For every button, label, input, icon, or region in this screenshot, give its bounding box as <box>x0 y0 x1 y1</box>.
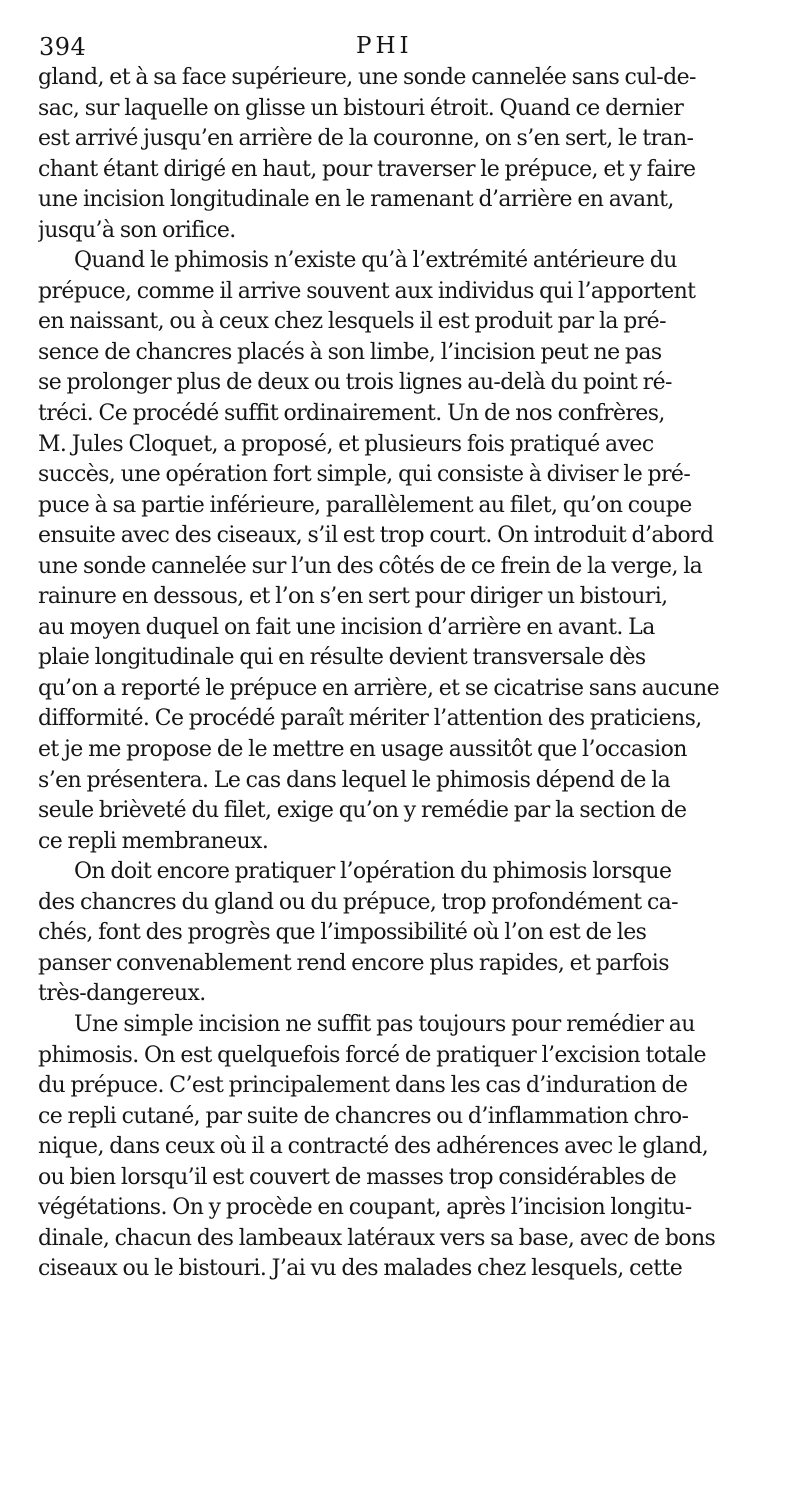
text-line: végétations. On y procède en coupant, après l’incision longitu- <box>38 1195 692 1221</box>
page-header <box>39 27 724 63</box>
text-line: ensuite avec des ciseaux, s’il est trop court. On introduit d’abord <box>38 523 714 549</box>
text-line: panser convenablement rend encore plus rapides, et parfois <box>38 950 669 976</box>
text-line: Quand le phimosis n’existe qu’à l’extrémité antérieure du <box>74 248 677 274</box>
text-line: au moyen duquel on fait une incision d’arrière en avant. La <box>38 614 655 640</box>
text-line: en naissant, ou à ceux chez lesquels il est produit par la pré- <box>38 309 666 335</box>
text-line: jusqu’à son orifice. <box>38 217 236 243</box>
text-line: phimosis. On est quelquefois forcé de pratiquer l’excision totale <box>38 1042 706 1068</box>
text-line: M. Jules Cloquet, a proposé, et plusieurs fois pratiqué avec <box>38 431 654 457</box>
text-line: tréci. Ce procédé suffit ordinairement. Un de nos confrères, <box>38 401 665 427</box>
text-line: succès, une opération fort simple, qui consiste à diviser le pré- <box>38 462 691 488</box>
text-line: puce à sa partie inférieure, parallèlement au filet, qu’on coupe <box>38 492 692 518</box>
text-line: une incision longitudinale en le ramenant d’arrière en avant, <box>38 187 674 213</box>
text-line: rainure en dessous, et l’on s’en sert pour diriger un bistouri, <box>38 584 668 610</box>
text-line: du prépuce. C’est principalement dans les cas d’induration de <box>38 1073 688 1099</box>
text-line: nique, dans ceux où il a contracté des adhérences avec le gland, <box>38 1134 709 1160</box>
text-line: sence de chancres placés à son limbe, l’incision peut ne pas <box>38 339 662 365</box>
text-line: et je me propose de le mettre en usage aussitôt que l’occasion <box>38 737 687 763</box>
page-number: 394 <box>39 33 87 61</box>
text-line: s’en présentera. Le cas dans lequel le phimosis dépend de la <box>38 767 671 793</box>
text-line: est arrivé jusqu’en arrière de la couronne, on s’en sert, le tran- <box>38 126 694 152</box>
text-line: gland, et à sa face supérieure, une sonde cannelée sans cul-de- <box>38 65 696 90</box>
text-line: une sonde cannelée sur l’un des côtés de ce frein de la verge, la <box>38 553 703 579</box>
text-line: ou bien lorsqu’il est couvert de masses trop considérables de <box>38 1164 677 1190</box>
text-line: se prolonger plus de deux ou trois lignes au-delà du point ré- <box>38 370 672 396</box>
text-line: Une simple incision ne suffit pas toujours pour remédier au <box>74 1011 695 1037</box>
text-line: prépuce, comme il arrive souvent aux individus qui l’apportent <box>38 278 696 304</box>
text-line: dinale, chacun des lambeaux latéraux vers sa base, avec de bons <box>38 1225 716 1251</box>
text-line: chés, font des progrès que l’impossibilité où l’on est de les <box>38 920 647 946</box>
text-line: ce repli cutané, par suite de chancres ou d’inflammation chro- <box>38 1103 689 1129</box>
running-head: PHI <box>356 33 413 59</box>
text-line: ce repli membraneux. <box>38 828 269 854</box>
text-line: On doit encore pratiquer l’opération du phimosis lorsque <box>74 859 672 885</box>
body-text <box>38 63 728 1285</box>
text-line: qu’on a reporté le prépuce en arrière, et se cicatrise sans aucune <box>38 675 720 701</box>
text-line: des chancres du gland ou du prépuce, trop profondément ca- <box>38 889 679 915</box>
text-line: chant étant dirigé en haut, pour traverser le prépuce, et y faire <box>38 156 696 182</box>
text-line: difformité. Ce procédé paraît mériter l’attention des praticiens, <box>38 706 702 732</box>
text-line: très-dangereux. <box>38 981 206 1007</box>
text-line: ciseaux ou le bistouri. J’ai vu des malades chez lesquels, cette <box>38 1256 683 1282</box>
text-line: plaie longitudinale qui en résulte devient transversale dès <box>38 645 646 671</box>
text-line: seule brièveté du filet, exige qu’on y remédie par la section de <box>38 798 687 824</box>
text-line: sac, sur laquelle on glisse un bistouri étroit. Quand ce dernier <box>38 95 684 121</box>
